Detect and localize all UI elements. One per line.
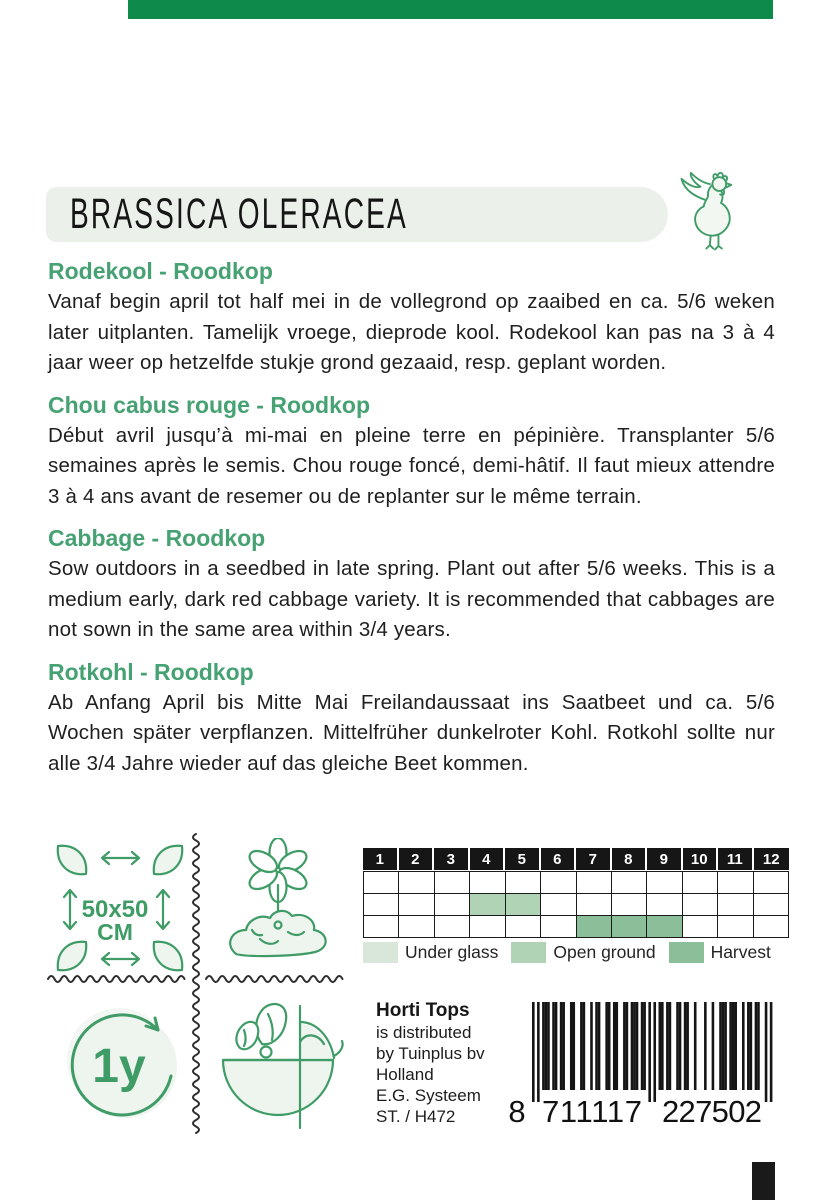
calendar-cell-under-glass-1 [364,872,399,894]
calendar-cell-under-glass-5 [506,872,541,894]
horizontal-wavy-divider-right [206,975,346,983]
calendar-cell-under-glass-4 [470,872,505,894]
calendar-cell-open-ground-6 [541,894,576,916]
calendar-cell-harvest-9 [647,916,682,938]
calendar-month: 3 [434,848,470,870]
distributor-line: ST. / H472 [376,1107,456,1126]
barcode-bars [532,1002,772,1102]
calendar-cell-open-ground-2 [399,894,434,916]
calendar-month: 9 [647,848,683,870]
calendar-cell-open-ground-4 [470,894,505,916]
calendar-cell-under-glass-6 [541,872,576,894]
calendar-cell-harvest-1 [364,916,399,938]
sowing-calendar [363,848,789,938]
calendar-month: 4 [470,848,506,870]
calendar-cell-open-ground-1 [364,894,399,916]
calendar-month: 2 [399,848,435,870]
calendar-cell-harvest-12 [754,916,789,938]
calendar-month: 10 [683,848,719,870]
calendar-cell-harvest-3 [435,916,470,938]
calendar-cell-harvest-10 [683,916,718,938]
calendar-month: 6 [541,848,577,870]
harvest-swatch [669,942,704,963]
species-banner [46,187,668,242]
section-heading-english: Cabbage - Roodkop [48,525,266,551]
calendar-cell-harvest-8 [612,916,647,938]
distributor-line: by Tuinplus bv [376,1044,485,1063]
brand-name: Horti Tops [376,1000,470,1021]
calendar-cell-harvest-7 [577,916,612,938]
calendar-cell-under-glass-9 [647,872,682,894]
species-name: BRASSICA OLERACEA [70,190,408,238]
calendar-cell-under-glass-8 [612,872,647,894]
spacing-value: 50x50 [81,896,149,923]
calendar-cell-harvest-2 [399,916,434,938]
section-body-french: Début avril jusqu’à mi-mai en pleine terre en pépinière. Transplanter 5/6 semaines après le semis. Chou rouge foncé, demi-hâtif. Il faut mieux attendre 3 à 4 ans avant de resemer ou de replanter sur le même terrain. [48,423,775,508]
barcode-first-digit: 8 [508,1094,526,1126]
top-green-bar [128,0,773,19]
annual-cycle-icon [55,996,193,1134]
calendar-cell-open-ground-10 [683,894,718,916]
calendar-cell-open-ground-11 [718,894,753,916]
calendar-cell-open-ground-9 [647,894,682,916]
calendar-month-row [363,848,789,870]
print-registration-mark [752,1162,775,1200]
description-sections [48,258,775,792]
plant-spacing-icon [50,838,190,978]
calendar-cell-under-glass-3 [435,872,470,894]
calendar-cell-under-glass-7 [577,872,612,894]
horizontal-wavy-divider-left [48,975,190,983]
calendar-month: 8 [612,848,648,870]
calendar-month: 7 [576,848,612,870]
calendar-cell-open-ground-8 [612,894,647,916]
calendar-cell-harvest-4 [470,916,505,938]
calendar-cell-open-ground-7 [577,894,612,916]
calendar-grid [363,871,789,938]
cycle-value: 1y [92,1040,146,1093]
under-glass-swatch [363,942,398,963]
calendar-month: 1 [363,848,399,870]
barcode-right-digits: 227502 [662,1094,762,1126]
calendar-month: 11 [718,848,754,870]
rooster-icon [672,172,758,258]
calendar-month: 12 [754,848,790,870]
distributor-line: is distributed [376,1023,472,1042]
calendar-cell-under-glass-12 [754,872,789,894]
calendar-cell-open-ground-12 [754,894,789,916]
harvest-label: Harvest [710,942,771,962]
distributor-line: E.G. Systeem [376,1086,481,1105]
open-ground-swatch [511,942,546,963]
calendar-cell-under-glass-10 [683,872,718,894]
section-french [48,392,775,513]
calendar-cell-open-ground-3 [435,894,470,916]
under-glass-label: Under glass [405,942,499,962]
section-heading-german: Rotkohl - Roodkop [48,658,254,685]
spacing-unit: CM [97,919,133,945]
calendar-cell-open-ground-5 [506,894,541,916]
calendar-cell-under-glass-2 [399,872,434,894]
calendar-cell-harvest-11 [718,916,753,938]
ean-barcode [498,998,778,1126]
salad-bowl-icon [208,996,348,1136]
section-body-german: Ab Anfang April bis Mitte Mai Freilandaussaat ins Saatbeet und ca. 5/6 Wochen später verpflanzen. Mittelfrüher dunkelroter Kohl. Rotkohl sollte nur alle 3/4 Jahre wieder auf das gleiche Beet kommen. [48,690,775,775]
section-body-english: Sow outdoors in a seedbed in late spring. Plant out after 5/6 weeks. This is a medium early, dark red cabbage variety. It is recommended that cabbages are not sown in the same area within 3/4 years. [48,557,775,641]
planting-icon [208,838,348,978]
section-body-dutch: Vanaf begin april tot half mei in de vollegrond op zaaibed en ca. 5/6 weken later uitplanten. Tamelijk vroege, dieprode kool. Rodekool kan pas na 3 à 4 jaar weer op hetzelfde stukje grond gezaaid, resp. geplant worden. [48,290,775,374]
calendar-cell-under-glass-11 [718,872,753,894]
calendar-cell-harvest-5 [506,916,541,938]
distributor-info [376,1000,506,1127]
calendar-cell-harvest-6 [541,916,576,938]
distributor-line: Holland [376,1065,434,1084]
barcode-left-digits: 711117 [542,1094,642,1126]
calendar-month: 5 [505,848,541,870]
section-german [48,659,775,780]
section-english [48,525,775,646]
vertical-wavy-divider [192,834,200,1134]
section-heading-dutch: Rodekool - Roodkop [48,258,273,284]
section-dutch [48,258,775,379]
calendar-legend [363,942,784,963]
open-ground-label: Open ground [553,942,656,962]
section-heading-french: Chou cabus rouge - Roodkop [48,391,370,418]
